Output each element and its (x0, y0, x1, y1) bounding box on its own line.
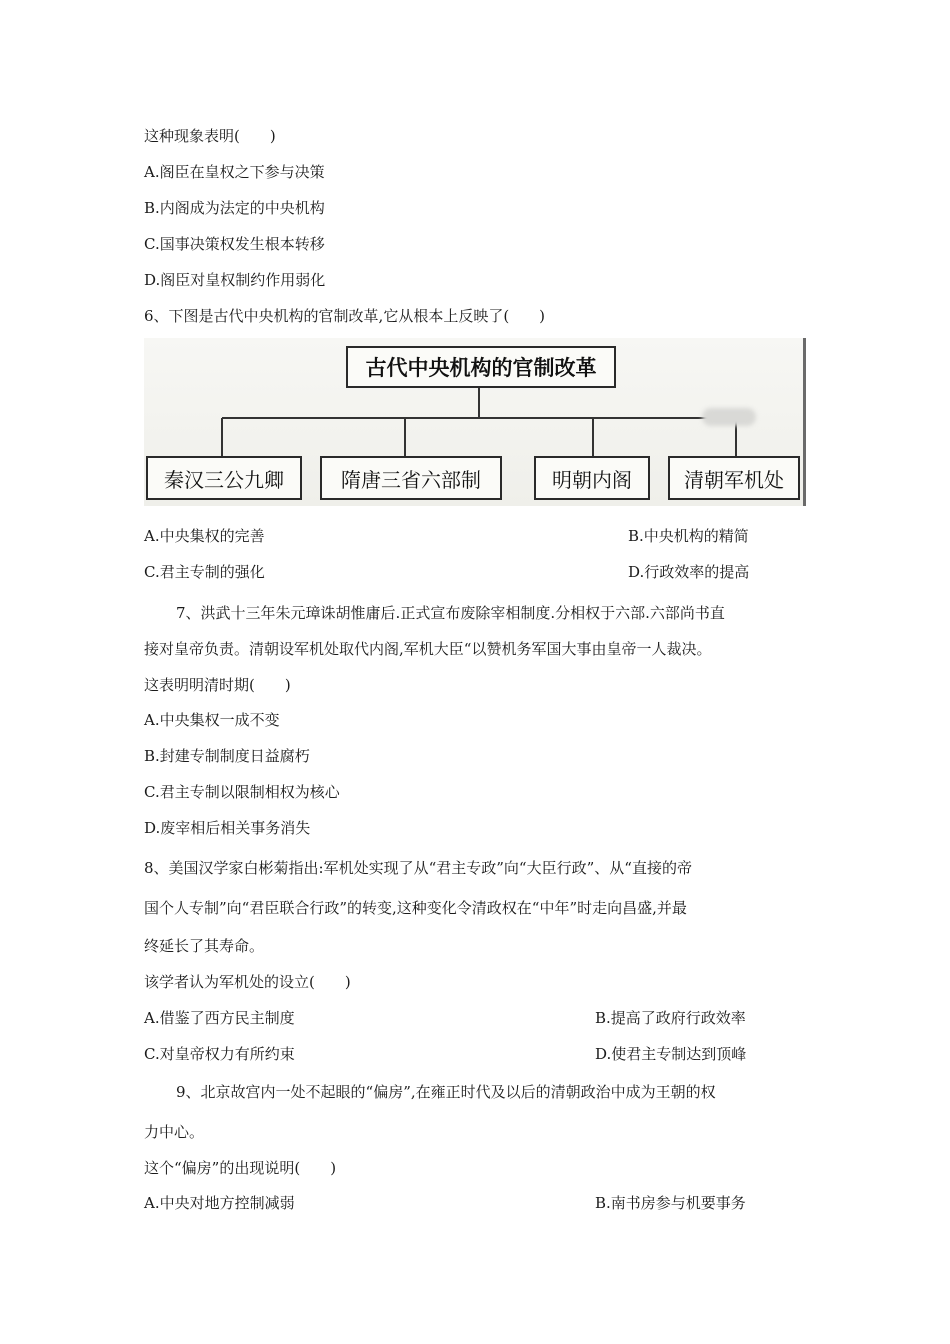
q8-option-c: C.对皇帝权力有所约束 (144, 1045, 295, 1063)
q8-option-b: B.提高了政府行政效率 (595, 1009, 746, 1027)
question-7-stem-line-1: 7、洪武十三年朱元璋诛胡惟庸后.正式宣布废除宰相制度.分相权于六部.六部尚书直 (176, 604, 725, 622)
q9-option-a: A.中央对地方控制减弱 (144, 1194, 295, 1212)
q5-option-b: B.内阁成为法定的中央机构 (144, 199, 325, 217)
q9-option-b: B.南书房参与机要事务 (595, 1194, 746, 1212)
q5-option-a: A.阁臣在皇权之下参与决策 (144, 163, 325, 181)
q6-option-d: D.行政效率的提高 (628, 563, 750, 581)
q7-option-a: A.中央集权一成不变 (144, 711, 280, 729)
node-ming: 明朝内阁 (534, 456, 650, 500)
q5-option-c: C.国事决策权发生根本转移 (144, 235, 325, 253)
node-qin-han: 秦汉三公九卿 (146, 456, 302, 500)
question-5-stem-end: 这种现象表明( ) (144, 127, 276, 145)
question-7-stem-line-3: 这表明明清时期( ) (144, 676, 291, 694)
q6-option-a: A.中央集权的完善 (144, 527, 265, 545)
scan-smudge (702, 408, 756, 426)
question-9-stem-line-2: 力中心。 (144, 1123, 205, 1141)
diagram-title-box: 古代中央机构的官制改革 (346, 346, 616, 388)
q6-option-b: B.中央机构的精简 (628, 527, 749, 545)
question-8-stem-line-1: 8、美国汉学家白彬菊指出:军机处实现了从“君主专政”向“大臣行政”、从“直接的帝 (144, 859, 692, 877)
question-6-stem: 6、下图是古代中央机构的官制改革,它从根本上反映了( ) (144, 307, 546, 325)
question-9-stem-line-3: 这个“偏房”的出现说明( ) (144, 1159, 337, 1177)
node-qing: 清朝军机处 (668, 456, 800, 500)
question-8-stem-line-2: 国个人专制”向“君臣联合行政”的转变,这种变化令清政权在“中年”时走向昌盛,并最 (144, 899, 687, 917)
question-9-stem-line-1: 9、北京故宫内一处不起眼的“偏房”,在雍正时代及以后的清朝政治中成为王朝的权 (176, 1083, 716, 1101)
q7-option-c: C.君主专制以限制相权为核心 (144, 783, 340, 801)
org-reform-diagram (144, 338, 806, 506)
q7-option-b: B.封建专制制度日益腐朽 (144, 747, 310, 765)
diagram-right-border (803, 338, 806, 506)
q5-option-d: D.阁臣对皇权制约作用弱化 (144, 271, 326, 289)
question-8-stem-line-3: 终延长了其寿命。 (144, 937, 265, 955)
q6-option-c: C.君主专制的强化 (144, 563, 265, 581)
question-7-stem-line-2: 接对皇帝负责。清朝设军机处取代内阁,军机大臣“以赞机务军国大事由皇帝一人裁决。 (144, 640, 712, 658)
q8-option-d: D.使君主专制达到顶峰 (595, 1045, 747, 1063)
node-sui-tang: 隋唐三省六部制 (320, 456, 502, 500)
question-8-stem-line-4: 该学者认为军机处的设立( ) (144, 973, 351, 991)
q7-option-d: D.废宰相后相关事务消失 (144, 819, 311, 837)
q8-option-a: A.借鉴了西方民主制度 (144, 1009, 295, 1027)
